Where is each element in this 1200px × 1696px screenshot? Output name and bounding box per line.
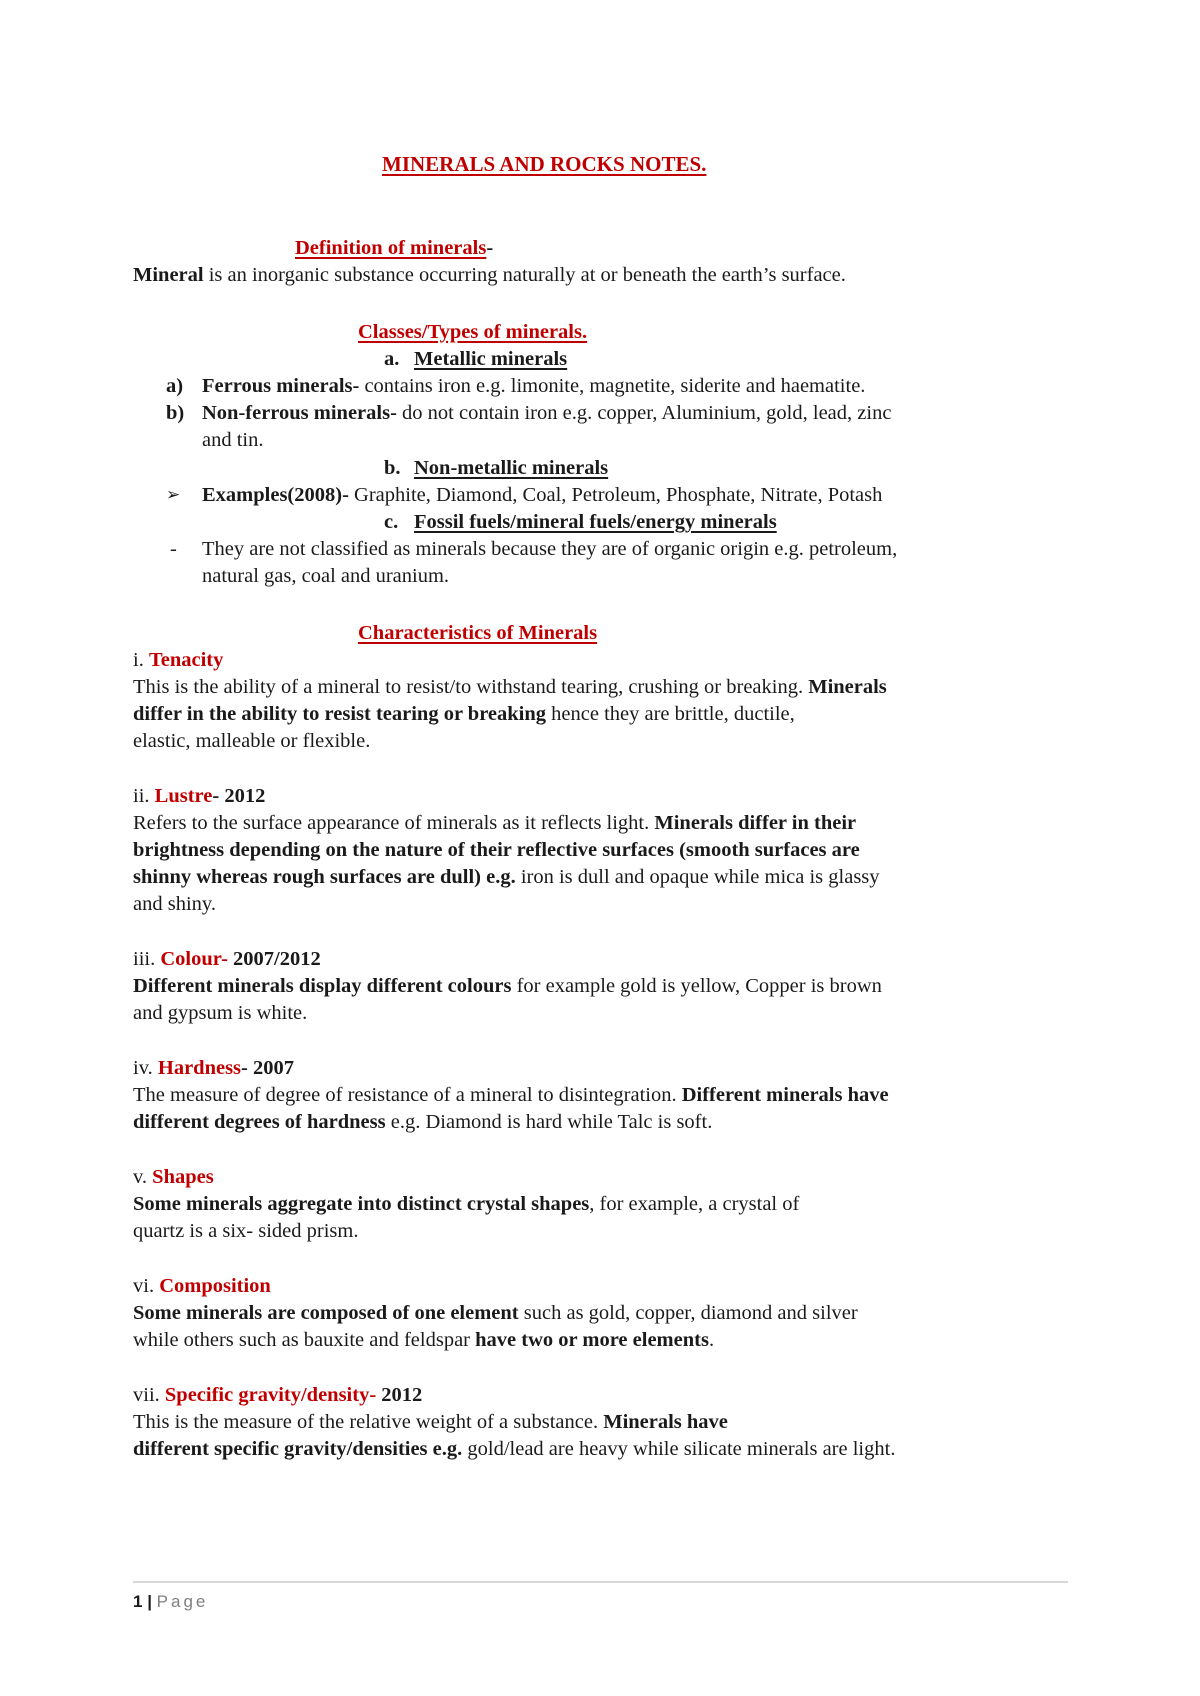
composition-numeral: vi.: [133, 1275, 160, 1297]
shapes-text-1: , for example, a crystal of: [589, 1193, 800, 1215]
footer-separator: |: [142, 1592, 157, 1611]
tenacity-bold-2: differ in the ability to resist tearing or breaking: [133, 703, 547, 725]
gravity-heading: [133, 1381, 422, 1409]
colour-text-1: for example gold is yellow, Copper is brown: [511, 975, 882, 997]
ferrous-text: contains iron e.g. limonite, magnetite, siderite and haematite.: [359, 375, 866, 397]
lustre-heading: [133, 782, 265, 810]
composition-name: Composition: [159, 1275, 271, 1297]
lustre-line-2: brightness depending on the nature of their reflective surfaces (smooth surfaces are: [133, 839, 860, 861]
gravity-year: 2012: [376, 1384, 423, 1406]
shapes-line-1: [133, 1190, 799, 1218]
hardness-text-2: e.g. Diamond is hard while Talc is soft.: [385, 1111, 713, 1133]
composition-text-2-end: .: [708, 1329, 715, 1351]
lustre-line-1: [133, 809, 856, 837]
composition-line-2: [133, 1326, 714, 1354]
definition-heading-row: [295, 234, 493, 262]
shapes-heading: [133, 1163, 214, 1191]
gravity-numeral: vii.: [133, 1384, 165, 1406]
nonmetallic-examples: [202, 481, 882, 509]
dash-bullet: -: [170, 538, 177, 560]
composition-text-1: such as gold, copper, diamond and silver: [518, 1302, 858, 1324]
tenacity-name: Tenacity: [148, 649, 224, 671]
hardness-name: Hardness: [157, 1057, 242, 1079]
fossil-heading: Fossil fuels/mineral fuels/energy minerals: [414, 511, 777, 533]
nonferrous-term: Non-ferrous minerals-: [202, 402, 397, 424]
shapes-name: Shapes: [152, 1166, 214, 1188]
hardness-year: - 2007: [241, 1057, 294, 1079]
page-title: MINERALS AND ROCKS NOTES.: [382, 152, 707, 176]
colour-numeral: iii.: [133, 948, 161, 970]
gravity-text-2: gold/lead are heavy while silicate minerals are light.: [462, 1438, 896, 1460]
lustre-numeral: ii.: [133, 785, 155, 807]
shapes-bold-1: Some minerals aggregate into distinct crystal shapes: [133, 1193, 590, 1215]
lustre-name: Lustre: [154, 785, 213, 807]
hardness-text-1: The measure of degree of resistance of a mineral to disintegration.: [133, 1084, 682, 1106]
nonmetallic-heading: Non-metallic minerals: [414, 457, 609, 479]
fossil-text-cont: natural gas, coal and uranium.: [202, 565, 450, 587]
tenacity-bold-1: Minerals: [808, 676, 887, 698]
colour-line-2: and gypsum is white.: [133, 1002, 308, 1024]
composition-heading: [133, 1272, 271, 1300]
nonmetallic-examples-term: Examples(2008)-: [202, 484, 349, 506]
nonferrous-text-cont: and tin.: [202, 429, 264, 451]
footer-divider: [133, 1581, 1068, 1583]
ferrous-item: [202, 372, 865, 400]
hardness-bold-2: different degrees of hardness: [133, 1111, 386, 1133]
lustre-text-1: Refers to the surface appearance of minerals as it reflects light.: [133, 812, 655, 834]
lustre-line-3: [133, 863, 880, 891]
tenacity-text-2: hence they are brittle, ductile,: [546, 703, 795, 725]
metallic-heading: Metallic minerals: [414, 348, 568, 370]
nonferrous-text: do not contain iron e.g. copper, Aluminium, gold, lead, zinc: [396, 402, 892, 424]
nonmetallic-marker: b.: [384, 457, 401, 479]
ferrous-marker: a): [166, 375, 184, 397]
nonferrous-item: [202, 399, 891, 427]
shapes-numeral: v.: [133, 1166, 153, 1188]
nonferrous-marker: b): [166, 402, 185, 424]
definition-term: Mineral: [133, 264, 204, 286]
shapes-line-2: quartz is a six- sided prism.: [133, 1220, 359, 1242]
lustre-bold-3: shinny whereas rough surfaces are dull) e.g.: [133, 866, 516, 888]
colour-bold-1: Different minerals display different colours: [133, 975, 512, 997]
gravity-line-1: [133, 1408, 728, 1436]
lustre-line-4: and shiny.: [133, 893, 216, 915]
fossil-marker: c.: [384, 511, 399, 533]
gravity-name: Specific gravity/density-: [164, 1384, 377, 1406]
definition-text: [133, 261, 846, 289]
lustre-bold-1: Minerals differ in their: [654, 812, 857, 834]
hardness-numeral: iv.: [133, 1057, 158, 1079]
gravity-line-2: [133, 1435, 895, 1463]
page-label: Page: [156, 1592, 209, 1611]
tenacity-line-3: elastic, malleable or flexible.: [133, 730, 371, 752]
tenacity-heading: [133, 646, 223, 674]
hardness-line-2: [133, 1108, 712, 1136]
page-footer: [133, 1590, 208, 1614]
gravity-text-1: This is the measure of the relative weight of a substance.: [133, 1411, 604, 1433]
gravity-bold-1: Minerals have: [603, 1411, 728, 1433]
metallic-marker: a.: [384, 348, 400, 370]
hardness-heading: [133, 1054, 294, 1082]
definition-heading-suffix: -: [486, 237, 494, 259]
composition-line-1: [133, 1299, 858, 1327]
tenacity-numeral: i.: [133, 649, 149, 671]
arrow-bullet-icon: ➢: [166, 485, 181, 505]
fossil-text: They are not classified as minerals because they are of organic origin e.g. petroleum,: [202, 538, 898, 560]
classes-heading: Classes/Types of minerals.: [358, 321, 588, 343]
tenacity-line-2: [133, 700, 795, 728]
ferrous-term: Ferrous minerals-: [202, 375, 360, 397]
characteristics-heading: Characteristics of Minerals: [358, 622, 598, 644]
gravity-bold-2: different specific gravity/densities e.g.: [133, 1438, 463, 1460]
colour-heading: [133, 945, 321, 973]
hardness-line-1: [133, 1081, 889, 1109]
tenacity-line-1: [133, 673, 887, 701]
composition-text-2: while others such as bauxite and feldspar: [133, 1329, 476, 1351]
nonmetallic-examples-text: Graphite, Diamond, Coal, Petroleum, Phosphate, Nitrate, Potash: [348, 484, 883, 506]
hardness-bold-1: Different minerals have: [681, 1084, 889, 1106]
lustre-text-3: iron is dull and opaque while mica is glassy: [515, 866, 880, 888]
colour-line-1: [133, 972, 882, 1000]
composition-bold-1: Some minerals are composed of one element: [133, 1302, 519, 1324]
lustre-year: - 2012: [212, 785, 266, 807]
tenacity-text-1: This is the ability of a mineral to resist/to withstand tearing, crushing or breaking.: [133, 676, 809, 698]
definition-heading: Definition of minerals: [295, 237, 487, 259]
colour-year: 2007/2012: [227, 948, 321, 970]
composition-bold-2: have two or more elements: [475, 1329, 709, 1351]
colour-name: Colour-: [160, 948, 228, 970]
page-number: 1: [133, 1592, 143, 1611]
definition-body: is an inorganic substance occurring naturally at or beneath the earth’s surface.: [203, 264, 846, 286]
